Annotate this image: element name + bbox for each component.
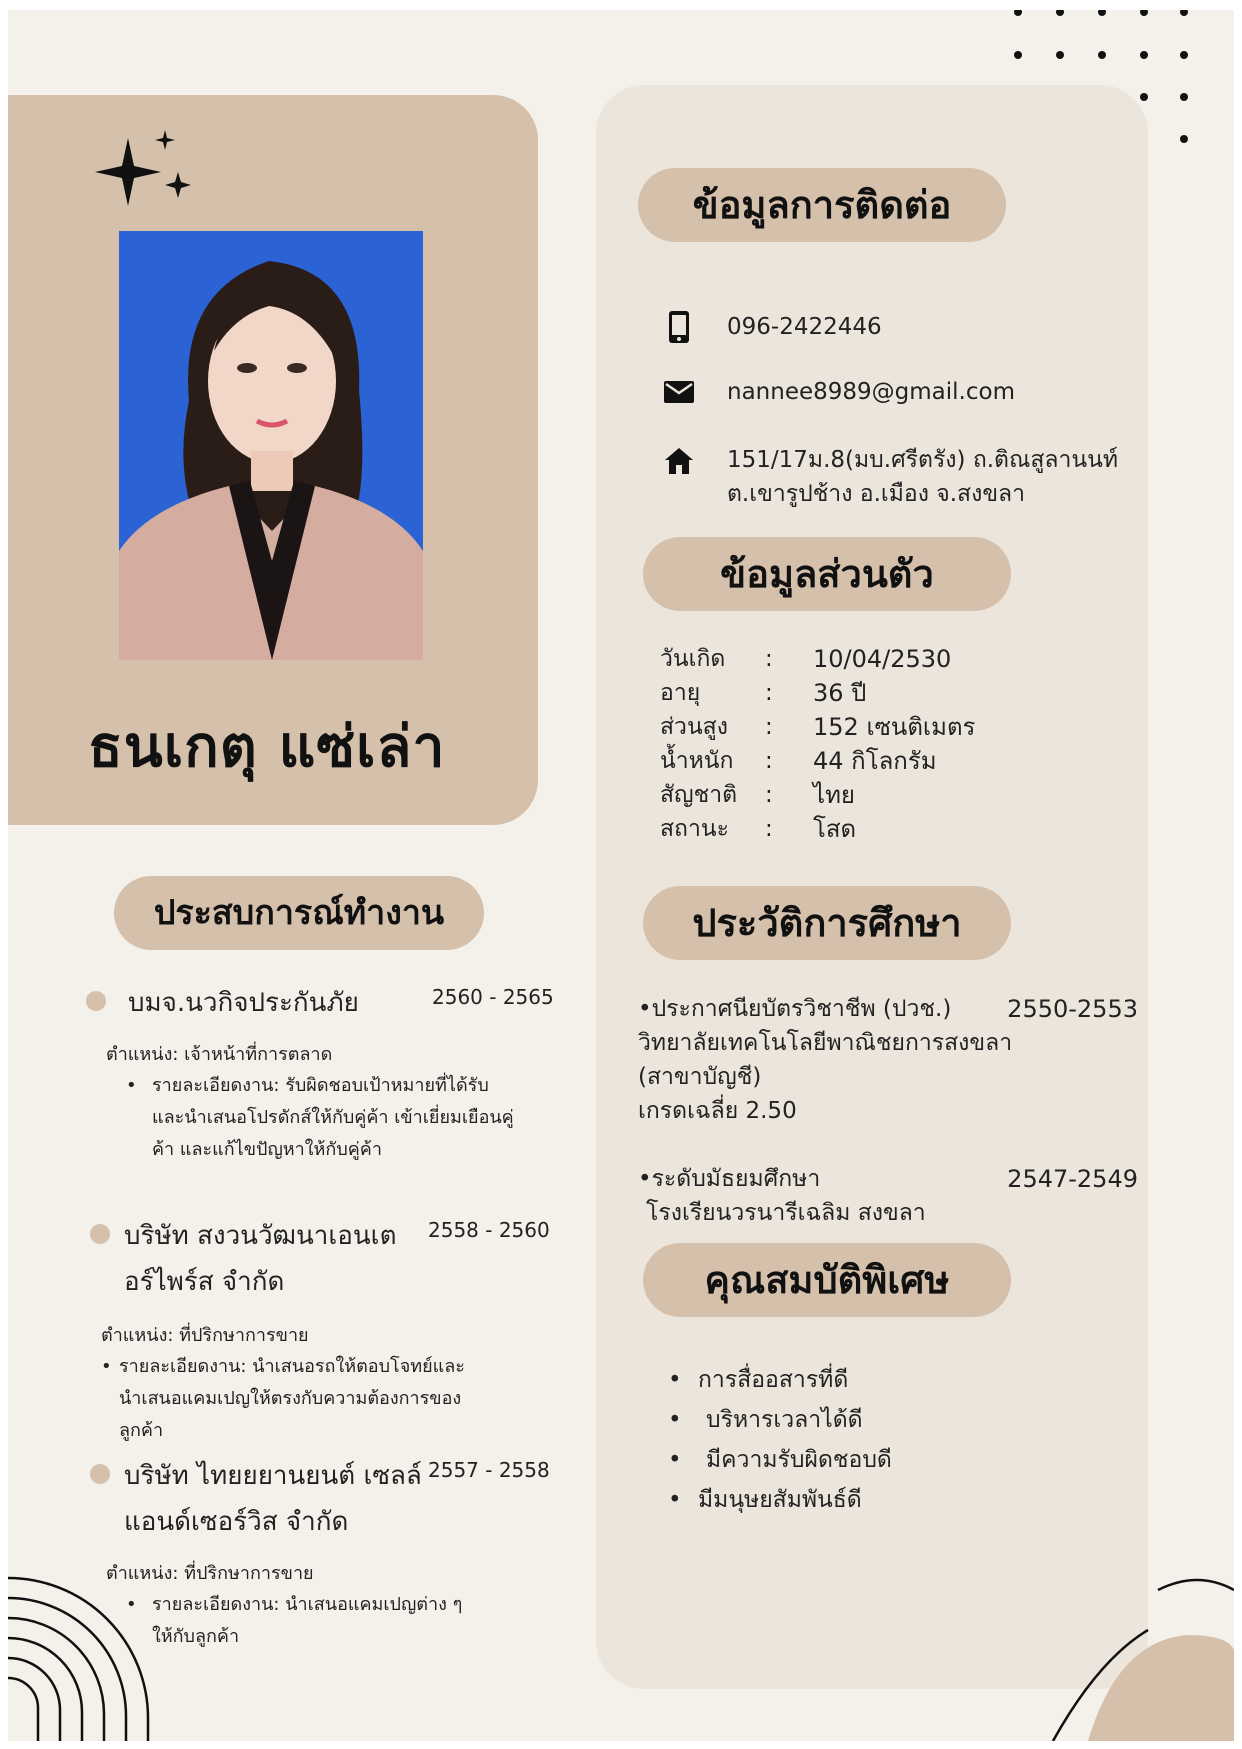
- info-row: [660, 642, 1063, 676]
- personal-heading: ข้อมูลส่วนตัว: [643, 537, 1011, 611]
- info-value: 152 เซนติเมตร: [813, 713, 976, 741]
- portrait-photo: [119, 231, 423, 660]
- info-value: 10/04/2530: [813, 645, 952, 673]
- list-item: [668, 1440, 892, 1480]
- skills-list: [668, 1360, 892, 1520]
- home-icon: [659, 443, 699, 475]
- education-school: โรงเรียนวรนารีเฉลิม สงขลา: [646, 1200, 926, 1226]
- skill-text: บริหารเวลาได้ดี: [706, 1407, 863, 1433]
- education-years: 2547-2549: [1007, 1165, 1138, 1193]
- job-item: [86, 1453, 566, 1653]
- list-item: [668, 1360, 892, 1400]
- resume-page: [8, 10, 1234, 1741]
- job-position: ตำแหน่ง: ที่ปริกษาการขาย: [106, 1563, 314, 1584]
- info-colon: :: [765, 680, 773, 706]
- education-gpa: เกรดเฉลี่ย 2.50: [638, 1098, 797, 1124]
- list-item: [668, 1400, 892, 1440]
- info-row: [660, 812, 1063, 846]
- job-item: [86, 980, 566, 1166]
- contact-email: [659, 375, 1159, 409]
- job-company: บริษัท สงวนวัฒนาเอนเตอร์ไพร์ส จำกัด: [124, 1221, 397, 1297]
- address-line-1: 151/17ม.8(มบ.ศรีตรัง) ถ.ติณสูลานนท์: [727, 447, 1118, 473]
- bullet: •: [126, 1075, 137, 1096]
- job-position: ตำแหน่ง: ที่ปริกษาการขาย: [101, 1325, 309, 1346]
- info-colon: :: [765, 646, 773, 672]
- info-value: 44 กิโลกรัม: [813, 747, 937, 775]
- info-label: น้ำหนัก: [660, 748, 734, 774]
- education-school: วิทยาลัยเทคโนโลยีพาณิชยการสงขลา: [638, 1030, 1013, 1056]
- info-row: [660, 676, 1063, 710]
- experience-heading: ประสบการณ์ทำงาน: [114, 876, 484, 950]
- bullet: •: [126, 1594, 137, 1615]
- education-major: (สาขาบัญชี): [638, 1064, 762, 1090]
- education-item-secondary: [638, 1162, 1138, 1230]
- info-colon: :: [765, 816, 773, 842]
- education-level: •ประกาศนียบัตรวิชาชีพ (ปวช.): [638, 996, 952, 1022]
- info-row: [660, 778, 1063, 812]
- job-years: 2557 - 2558: [428, 1458, 550, 1482]
- bullet: •: [668, 1487, 682, 1513]
- job-company: บริษัท ไทยยยานยนต์ เซลล์แอนด์เซอร์วิส จำกัด: [124, 1461, 422, 1537]
- info-label: สัญชาติ: [660, 782, 738, 808]
- job-detail: [86, 1351, 486, 1447]
- job-dot: [90, 1224, 110, 1244]
- phone-text[interactable]: 096-2422446: [727, 314, 882, 340]
- bullet: •: [668, 1407, 682, 1433]
- info-value: ไทย: [813, 781, 855, 809]
- bullet: •: [101, 1356, 112, 1377]
- info-label: สถานะ: [660, 816, 729, 842]
- personal-info-table: [660, 642, 1063, 846]
- job-company: บมจ.นวกิจประกันภัย: [128, 988, 359, 1018]
- job-dot: [86, 991, 106, 1011]
- info-label: วันเกิด: [660, 646, 726, 672]
- info-label: อายุ: [660, 680, 701, 706]
- full-name: ธนเกตุ แซ่เล่า: [88, 714, 446, 780]
- info-colon: :: [765, 782, 773, 808]
- education-heading: ประวัติการศึกษา: [643, 886, 1011, 960]
- skills-heading: คุณสมบัติพิเศษ: [643, 1243, 1011, 1317]
- info-colon: :: [765, 714, 773, 740]
- job-years: 2558 - 2560: [428, 1218, 550, 1242]
- address-text: [727, 443, 1118, 511]
- skill-text: มีความรับผิดชอบดี: [706, 1447, 892, 1473]
- bullet: •: [668, 1367, 682, 1393]
- contact-address: [659, 443, 1159, 511]
- job-detail-text: รายละเอียดงาน: นำเสนอแคมเปญต่าง ๆ ให้กับลูกค้า: [152, 1594, 463, 1647]
- info-colon: :: [765, 748, 773, 774]
- bullet: •: [668, 1447, 682, 1473]
- job-detail-text: รายละเอียดงาน: รับผิดชอบเป้าหมายที่ได้รับและนำเสนอโปรดักส์ให้กับคู่ค้า เข้าเยี่ยมเยือนคู่ค้า และแก้ไขปัญหาให้กับคู่ค้า: [152, 1075, 514, 1160]
- info-row: [660, 744, 1063, 778]
- list-item: [668, 1480, 892, 1520]
- job-item: [86, 1213, 566, 1447]
- blob-decoration: [1038, 1550, 1234, 1741]
- info-row: [660, 710, 1063, 744]
- contact-heading: ข้อมูลการติดต่อ: [638, 168, 1006, 242]
- skill-text: การสื่ออสารที่ดี: [698, 1367, 849, 1393]
- profile-photo: [119, 231, 423, 660]
- phone-icon: [659, 310, 699, 342]
- education-item-vocational: [638, 992, 1138, 1128]
- email-text[interactable]: nannee8989@gmail.com: [727, 379, 1015, 405]
- arc-decoration: [8, 1550, 158, 1741]
- sparkle-icon: [93, 128, 203, 223]
- job-detail: [86, 1070, 516, 1166]
- contact-phone: [659, 310, 1159, 344]
- job-dot: [90, 1464, 110, 1484]
- info-value: 36 ปี: [813, 679, 867, 707]
- job-position: ตำแหน่ง: เจ้าหน้าที่การตลาด: [106, 1044, 333, 1065]
- address-line-2: ต.เขารูปช้าง อ.เมือง จ.สงขลา: [727, 481, 1026, 507]
- info-value: โสด: [813, 815, 857, 843]
- mail-icon: [659, 375, 699, 407]
- job-years: 2560 - 2565: [432, 985, 554, 1009]
- education-years: 2550-2553: [1007, 995, 1138, 1023]
- skill-text: มีมนุษยสัมพันธ์ดี: [698, 1487, 862, 1513]
- info-label: ส่วนสูง: [660, 714, 728, 740]
- education-level: •ระดับมัธยมศึกษา: [638, 1166, 821, 1192]
- job-detail-text: รายละเอียดงาน: นำเสนอรถให้ตอบโจทย์และนำเสนอแคมเปญให้ตรงกับความต้องการของลูกค้า: [119, 1356, 465, 1441]
